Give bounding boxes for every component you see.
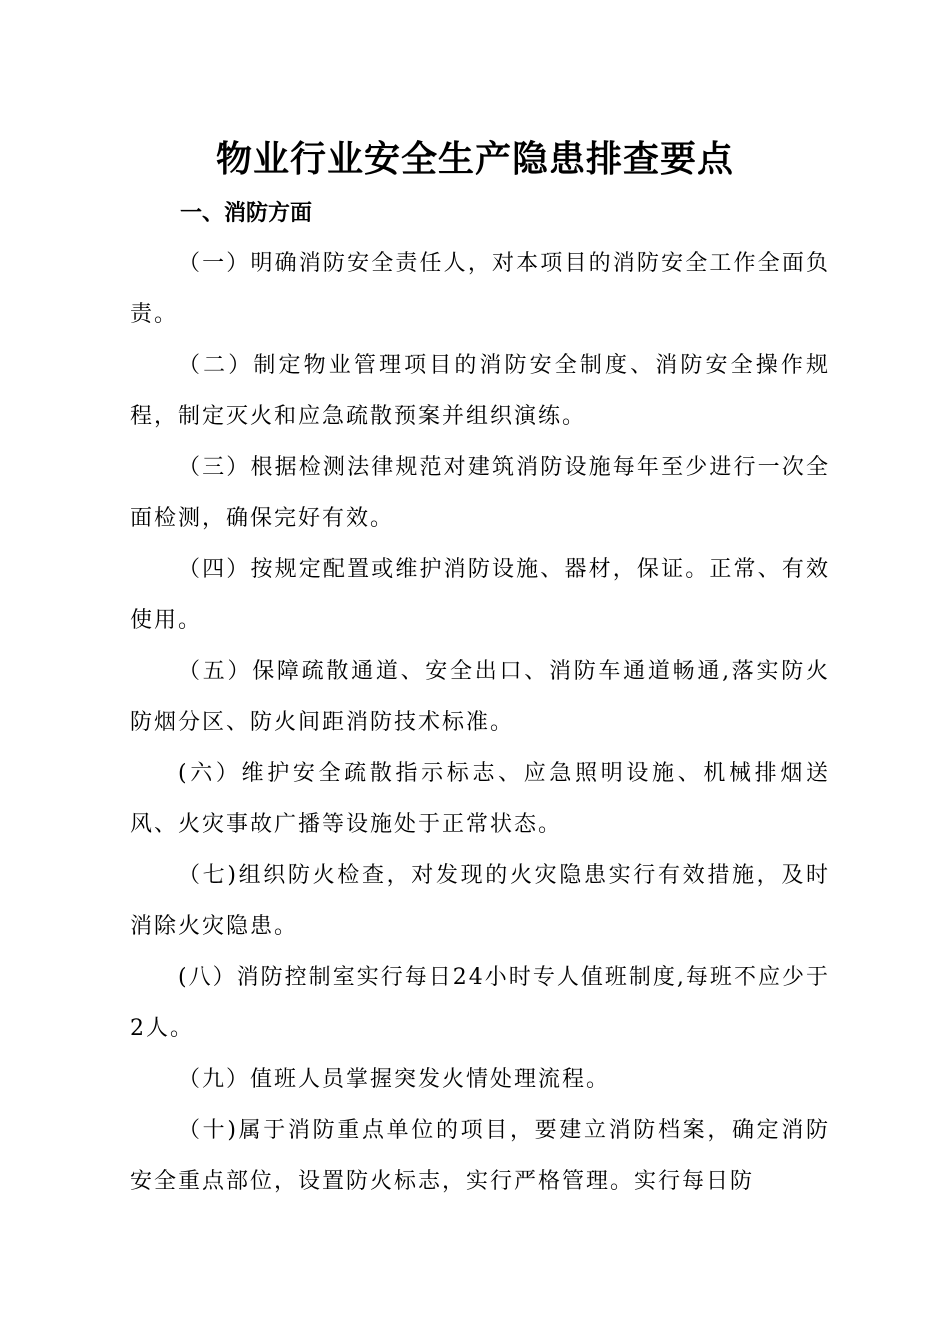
paragraph-10: （十)属于消防重点单位的项目，要建立消防档案，确定消防安全重点部位，设置防火标志，实行严格管理。实行每日防 — [130, 1118, 830, 1194]
paragraph-9: （九）值班人员掌握突发火情处理流程。 — [178, 1067, 611, 1092]
paragraph-5: （五）保障疏散通道、安全出口、消防车通道畅通,落实防火防烟分区、防火间距消防技术标准。 — [130, 659, 830, 735]
paragraph-7: （七)组织防火检查，对发现的火灾隐患实行有效措施，及时消除火灾隐患。 — [130, 863, 830, 939]
paragraph-3: （三）根据检测法律规范对建筑消防设施每年至少进行一次全面检测，确保完好有效。 — [130, 455, 830, 531]
paragraph-8: (八）消防控制室实行每日24小时专人值班制度,每班不应少于2人。 — [130, 965, 830, 1041]
document-body — [130, 238, 830, 1207]
paragraph-4: （四）按规定配置或维护消防设施、器材，保证。正常、有效使用。 — [130, 557, 830, 633]
document-title: 物业行业安全生产隐患排查要点 — [215, 139, 734, 180]
paragraph-1: （一）明确消防安全责任人，对本项目的消防安全工作全面负责。 — [130, 251, 830, 327]
paragraph-2: （二）制定物业管理项目的消防安全制度、消防安全操作规程，制定灭火和应急疏散预案并组织演练。 — [130, 353, 830, 429]
section-heading: 一、消防方面 — [180, 201, 313, 226]
paragraph-6: (六）维护安全疏散指示标志、应急照明设施、机械排烟送风、火灾事故广播等设施处于正常状态。 — [130, 761, 830, 837]
